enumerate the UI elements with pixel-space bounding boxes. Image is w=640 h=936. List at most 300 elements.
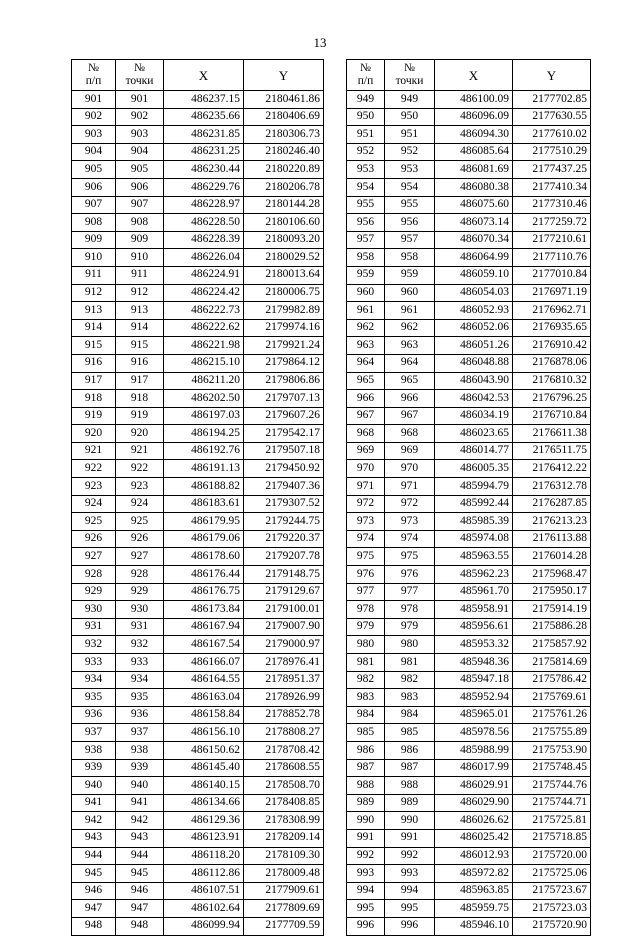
table-row <box>72 865 324 883</box>
table-row <box>72 689 324 707</box>
cell-point-number: 981 <box>385 654 435 672</box>
cell-x: 486222.73 <box>164 302 244 320</box>
cell-row-number: 913 <box>72 302 116 320</box>
cell-y: 2180006.75 <box>244 284 324 302</box>
cell-x: 486228.50 <box>164 214 244 232</box>
table-row <box>72 847 324 865</box>
cell-y: 2175914.19 <box>513 601 591 619</box>
cell-x: 485994.79 <box>435 478 513 496</box>
cell-row-number: 940 <box>72 777 116 795</box>
cell-y: 2177437.25 <box>513 161 591 179</box>
cell-row-number: 944 <box>72 847 116 865</box>
cell-row-number: 912 <box>72 284 116 302</box>
table-row <box>72 372 324 390</box>
table-row <box>72 566 324 584</box>
cell-point-number: 979 <box>385 618 435 636</box>
cell-y: 2176935.65 <box>513 319 591 337</box>
table-row <box>72 407 324 425</box>
cell-y: 2176710.84 <box>513 407 591 425</box>
cell-point-number: 947 <box>116 900 164 918</box>
cell-y: 2176213.23 <box>513 513 591 531</box>
cell-x: 486197.03 <box>164 407 244 425</box>
cell-point-number: 935 <box>116 689 164 707</box>
header-point-number-label: точки <box>395 75 424 87</box>
table-header-row <box>347 60 591 91</box>
cell-x: 485961.70 <box>435 583 513 601</box>
cell-point-number: 983 <box>385 689 435 707</box>
cell-point-number: 911 <box>116 266 164 284</box>
table-row <box>72 214 324 232</box>
cell-point-number: 978 <box>385 601 435 619</box>
cell-x: 485948.36 <box>435 654 513 672</box>
table-row <box>347 759 591 777</box>
cell-x: 486014.77 <box>435 442 513 460</box>
table-row <box>72 829 324 847</box>
cell-y: 2176312.78 <box>513 478 591 496</box>
table-row <box>72 882 324 900</box>
cell-y: 2175857.92 <box>513 636 591 654</box>
table-row <box>347 741 591 759</box>
cell-y: 2176878.06 <box>513 354 591 372</box>
cell-row-number: 928 <box>72 566 116 584</box>
cell-x: 485963.55 <box>435 548 513 566</box>
table-row <box>72 513 324 531</box>
cell-x: 486118.20 <box>164 847 244 865</box>
cell-x: 486017.99 <box>435 759 513 777</box>
cell-y: 2179974.16 <box>244 319 324 337</box>
cell-y: 2178308.99 <box>244 812 324 830</box>
cell-point-number: 976 <box>385 566 435 584</box>
cell-point-number: 910 <box>116 249 164 267</box>
header-point-number-label: точки <box>125 75 154 87</box>
cell-x: 486029.90 <box>435 794 513 812</box>
cell-point-number: 948 <box>116 917 164 935</box>
cell-y: 2176910.42 <box>513 337 591 355</box>
cell-x: 486064.99 <box>435 249 513 267</box>
cell-point-number: 959 <box>385 266 435 284</box>
cell-row-number: 983 <box>347 689 385 707</box>
cell-row-number: 958 <box>347 249 385 267</box>
cell-y: 2178508.70 <box>244 777 324 795</box>
cell-x: 486183.61 <box>164 495 244 513</box>
cell-row-number: 907 <box>72 196 116 214</box>
cell-y: 2175748.45 <box>513 759 591 777</box>
cell-x: 485988.99 <box>435 741 513 759</box>
cell-x: 486202.50 <box>164 390 244 408</box>
cell-row-number: 972 <box>347 495 385 513</box>
cell-point-number: 925 <box>116 513 164 531</box>
cell-y: 2179607.26 <box>244 407 324 425</box>
cell-row-number: 937 <box>72 724 116 742</box>
cell-row-number: 969 <box>347 442 385 460</box>
cell-y: 2179000.97 <box>244 636 324 654</box>
cell-x: 486224.91 <box>164 266 244 284</box>
cell-point-number: 929 <box>116 583 164 601</box>
table-row <box>72 530 324 548</box>
cell-y: 2179207.78 <box>244 548 324 566</box>
cell-x: 486228.97 <box>164 196 244 214</box>
cell-row-number: 934 <box>72 671 116 689</box>
cell-point-number: 969 <box>385 442 435 460</box>
cell-point-number: 916 <box>116 354 164 372</box>
header-point-number <box>385 60 435 91</box>
cell-point-number: 905 <box>116 161 164 179</box>
coordinates-table-right <box>346 59 591 936</box>
cell-x: 486194.25 <box>164 425 244 443</box>
cell-y: 2178608.55 <box>244 759 324 777</box>
cell-y: 2177310.46 <box>513 196 591 214</box>
cell-y: 2175950.17 <box>513 583 591 601</box>
table-row <box>347 319 591 337</box>
table-row <box>72 302 324 320</box>
cell-point-number: 930 <box>116 601 164 619</box>
cell-y: 2180144.28 <box>244 196 324 214</box>
cell-y: 2175769.61 <box>513 689 591 707</box>
cell-y: 2180246.40 <box>244 143 324 161</box>
cell-point-number: 968 <box>385 425 435 443</box>
cell-point-number: 987 <box>385 759 435 777</box>
header-row-number-abbr: п/п <box>85 75 102 87</box>
table-row <box>72 425 324 443</box>
table-row <box>72 618 324 636</box>
cell-row-number: 910 <box>72 249 116 267</box>
cell-y: 2177259.72 <box>513 214 591 232</box>
header-row-number <box>347 60 385 91</box>
cell-x: 486073.14 <box>435 214 513 232</box>
table-row <box>347 865 591 883</box>
header-row-number-symbol: № <box>360 62 371 74</box>
cell-point-number: 908 <box>116 214 164 232</box>
cell-point-number: 920 <box>116 425 164 443</box>
table-row <box>347 231 591 249</box>
cell-row-number: 924 <box>72 495 116 513</box>
cell-x: 486012.93 <box>435 847 513 865</box>
cell-y: 2180106.60 <box>244 214 324 232</box>
table-row <box>347 882 591 900</box>
cell-point-number: 967 <box>385 407 435 425</box>
cell-point-number: 928 <box>116 566 164 584</box>
cell-row-number: 956 <box>347 214 385 232</box>
cell-row-number: 911 <box>72 266 116 284</box>
header-point-number-symbol: № <box>134 62 145 74</box>
cell-x: 485965.01 <box>435 706 513 724</box>
header-row-number <box>72 60 116 91</box>
cell-point-number: 927 <box>116 548 164 566</box>
cell-row-number: 962 <box>347 319 385 337</box>
table-row <box>72 284 324 302</box>
table-row <box>347 108 591 126</box>
cell-row-number: 974 <box>347 530 385 548</box>
header-row-number-abbr: п/п <box>357 75 374 87</box>
cell-row-number: 992 <box>347 847 385 865</box>
cell-x: 486166.07 <box>164 654 244 672</box>
cell-y: 2180461.86 <box>244 91 324 109</box>
cell-point-number: 960 <box>385 284 435 302</box>
table-row <box>347 794 591 812</box>
cell-point-number: 919 <box>116 407 164 425</box>
cell-y: 2175723.67 <box>513 882 591 900</box>
cell-row-number: 925 <box>72 513 116 531</box>
cell-row-number: 915 <box>72 337 116 355</box>
cell-point-number: 907 <box>116 196 164 214</box>
cell-x: 485956.61 <box>435 618 513 636</box>
cell-point-number: 904 <box>116 143 164 161</box>
cell-point-number: 945 <box>116 865 164 883</box>
cell-y: 2179707.13 <box>244 390 324 408</box>
cell-row-number: 926 <box>72 530 116 548</box>
cell-row-number: 929 <box>72 583 116 601</box>
cell-point-number: 973 <box>385 513 435 531</box>
cell-point-number: 962 <box>385 319 435 337</box>
cell-row-number: 978 <box>347 601 385 619</box>
cell-x: 486085.64 <box>435 143 513 161</box>
cell-point-number: 913 <box>116 302 164 320</box>
cell-x: 486051.26 <box>435 337 513 355</box>
table-row <box>347 583 591 601</box>
cell-row-number: 960 <box>347 284 385 302</box>
cell-row-number: 968 <box>347 425 385 443</box>
cell-row-number: 954 <box>347 178 385 196</box>
cell-x: 486112.86 <box>164 865 244 883</box>
cell-row-number: 995 <box>347 900 385 918</box>
cell-y: 2175718.85 <box>513 829 591 847</box>
cell-y: 2175720.00 <box>513 847 591 865</box>
cell-row-number: 948 <box>72 917 116 935</box>
cell-row-number: 957 <box>347 231 385 249</box>
cell-y: 2176113.88 <box>513 530 591 548</box>
cell-x: 485978.56 <box>435 724 513 742</box>
cell-row-number: 981 <box>347 654 385 672</box>
cell-point-number: 922 <box>116 460 164 478</box>
table-row <box>347 724 591 742</box>
cell-x: 486059.10 <box>435 266 513 284</box>
cell-y: 2175720.90 <box>513 917 591 935</box>
header-y: Y <box>513 60 591 91</box>
cell-x: 486048.88 <box>435 354 513 372</box>
cell-x: 486094.30 <box>435 126 513 144</box>
cell-x: 486224.42 <box>164 284 244 302</box>
table-row <box>72 231 324 249</box>
table-row <box>347 548 591 566</box>
cell-y: 2179864.12 <box>244 354 324 372</box>
cell-point-number: 931 <box>116 618 164 636</box>
cell-x: 486176.44 <box>164 566 244 584</box>
cell-y: 2176511.75 <box>513 442 591 460</box>
cell-point-number: 980 <box>385 636 435 654</box>
cell-point-number: 940 <box>116 777 164 795</box>
cell-y: 2175744.76 <box>513 777 591 795</box>
cell-point-number: 932 <box>116 636 164 654</box>
table-row <box>347 460 591 478</box>
cell-y: 2176962.71 <box>513 302 591 320</box>
cell-point-number: 941 <box>116 794 164 812</box>
cell-y: 2175755.89 <box>513 724 591 742</box>
cell-x: 486191.13 <box>164 460 244 478</box>
cell-y: 2180013.64 <box>244 266 324 284</box>
cell-row-number: 932 <box>72 636 116 654</box>
table-row <box>347 284 591 302</box>
cell-y: 2177702.85 <box>513 91 591 109</box>
cell-y: 2179007.90 <box>244 618 324 636</box>
cell-row-number: 988 <box>347 777 385 795</box>
cell-y: 2180220.89 <box>244 161 324 179</box>
cell-x: 486100.09 <box>435 91 513 109</box>
cell-x: 485953.32 <box>435 636 513 654</box>
table-row <box>72 495 324 513</box>
cell-row-number: 959 <box>347 266 385 284</box>
cell-x: 485946.10 <box>435 917 513 935</box>
cell-y: 2178408.85 <box>244 794 324 812</box>
cell-row-number: 909 <box>72 231 116 249</box>
cell-point-number: 990 <box>385 812 435 830</box>
cell-row-number: 904 <box>72 143 116 161</box>
cell-x: 486167.54 <box>164 636 244 654</box>
cell-x: 486070.34 <box>435 231 513 249</box>
cell-x: 486222.62 <box>164 319 244 337</box>
cell-x: 485985.39 <box>435 513 513 531</box>
cell-row-number: 927 <box>72 548 116 566</box>
cell-row-number: 986 <box>347 741 385 759</box>
cell-row-number: 966 <box>347 390 385 408</box>
page-number: 13 <box>313 35 327 50</box>
cell-x: 486150.62 <box>164 741 244 759</box>
cell-x: 486052.06 <box>435 319 513 337</box>
cell-row-number: 906 <box>72 178 116 196</box>
cell-point-number: 933 <box>116 654 164 672</box>
cell-point-number: 914 <box>116 319 164 337</box>
cell-y: 2178926.99 <box>244 689 324 707</box>
cell-point-number: 903 <box>116 126 164 144</box>
cell-point-number: 934 <box>116 671 164 689</box>
cell-point-number: 992 <box>385 847 435 865</box>
cell-y: 2179307.52 <box>244 495 324 513</box>
table-row <box>347 372 591 390</box>
cell-row-number: 951 <box>347 126 385 144</box>
cell-x: 486192.76 <box>164 442 244 460</box>
table-row <box>347 654 591 672</box>
cell-row-number: 961 <box>347 302 385 320</box>
cell-x: 486156.10 <box>164 724 244 742</box>
table-row <box>72 178 324 196</box>
cell-row-number: 979 <box>347 618 385 636</box>
cell-y: 2180206.78 <box>244 178 324 196</box>
cell-point-number: 970 <box>385 460 435 478</box>
cell-y: 2176287.85 <box>513 495 591 513</box>
header-y: Y <box>244 60 324 91</box>
cell-point-number: 946 <box>116 882 164 900</box>
cell-row-number: 935 <box>72 689 116 707</box>
cell-point-number: 949 <box>385 91 435 109</box>
cell-row-number: 952 <box>347 143 385 161</box>
header-point-number-symbol: № <box>404 62 415 74</box>
cell-x: 485947.18 <box>435 671 513 689</box>
cell-point-number: 906 <box>116 178 164 196</box>
cell-point-number: 912 <box>116 284 164 302</box>
table-row <box>347 266 591 284</box>
table-header-row <box>72 60 324 91</box>
cell-point-number: 956 <box>385 214 435 232</box>
cell-point-number: 963 <box>385 337 435 355</box>
table-row <box>72 390 324 408</box>
cell-y: 2178951.37 <box>244 671 324 689</box>
cell-x: 486025.42 <box>435 829 513 847</box>
table-row <box>347 302 591 320</box>
cell-y: 2179507.18 <box>244 442 324 460</box>
cell-point-number: 988 <box>385 777 435 795</box>
table-row <box>347 530 591 548</box>
table-row <box>72 900 324 918</box>
cell-x: 486034.19 <box>435 407 513 425</box>
cell-row-number: 918 <box>72 390 116 408</box>
cell-y: 2175725.81 <box>513 812 591 830</box>
cell-x: 486188.82 <box>164 478 244 496</box>
cell-y: 2180306.73 <box>244 126 324 144</box>
cell-row-number: 933 <box>72 654 116 672</box>
cell-row-number: 987 <box>347 759 385 777</box>
cell-point-number: 975 <box>385 548 435 566</box>
cell-y: 2177709.59 <box>244 917 324 935</box>
cell-y: 2178209.14 <box>244 829 324 847</box>
cell-row-number: 980 <box>347 636 385 654</box>
table-row <box>347 689 591 707</box>
table-row <box>72 442 324 460</box>
table-row <box>72 917 324 935</box>
cell-x: 486026.62 <box>435 812 513 830</box>
cell-row-number: 917 <box>72 372 116 390</box>
cell-row-number: 984 <box>347 706 385 724</box>
cell-x: 486235.66 <box>164 108 244 126</box>
table-row <box>347 618 591 636</box>
cell-point-number: 977 <box>385 583 435 601</box>
cell-y: 2176014.28 <box>513 548 591 566</box>
cell-row-number: 930 <box>72 601 116 619</box>
cell-point-number: 958 <box>385 249 435 267</box>
cell-y: 2177610.02 <box>513 126 591 144</box>
table-row <box>347 847 591 865</box>
cell-x: 486043.90 <box>435 372 513 390</box>
cell-point-number: 993 <box>385 865 435 883</box>
cell-x: 486081.69 <box>435 161 513 179</box>
cell-row-number: 920 <box>72 425 116 443</box>
cell-row-number: 949 <box>347 91 385 109</box>
cell-y: 2179220.37 <box>244 530 324 548</box>
cell-x: 486099.94 <box>164 917 244 935</box>
cell-row-number: 923 <box>72 478 116 496</box>
cell-row-number: 971 <box>347 478 385 496</box>
cell-x: 486231.85 <box>164 126 244 144</box>
table-row <box>72 583 324 601</box>
cell-point-number: 964 <box>385 354 435 372</box>
cell-point-number: 951 <box>385 126 435 144</box>
cell-y: 2176971.19 <box>513 284 591 302</box>
cell-row-number: 931 <box>72 618 116 636</box>
cell-point-number: 985 <box>385 724 435 742</box>
cell-point-number: 952 <box>385 143 435 161</box>
cell-x: 486080.38 <box>435 178 513 196</box>
table-row <box>347 178 591 196</box>
coordinates-table-left <box>71 59 324 936</box>
cell-x: 486075.60 <box>435 196 513 214</box>
cell-row-number: 955 <box>347 196 385 214</box>
cell-x: 486226.04 <box>164 249 244 267</box>
cell-row-number: 996 <box>347 917 385 935</box>
cell-y: 2175723.03 <box>513 900 591 918</box>
cell-point-number: 909 <box>116 231 164 249</box>
table-row <box>72 337 324 355</box>
cell-row-number: 975 <box>347 548 385 566</box>
cell-point-number: 971 <box>385 478 435 496</box>
table-row <box>72 249 324 267</box>
